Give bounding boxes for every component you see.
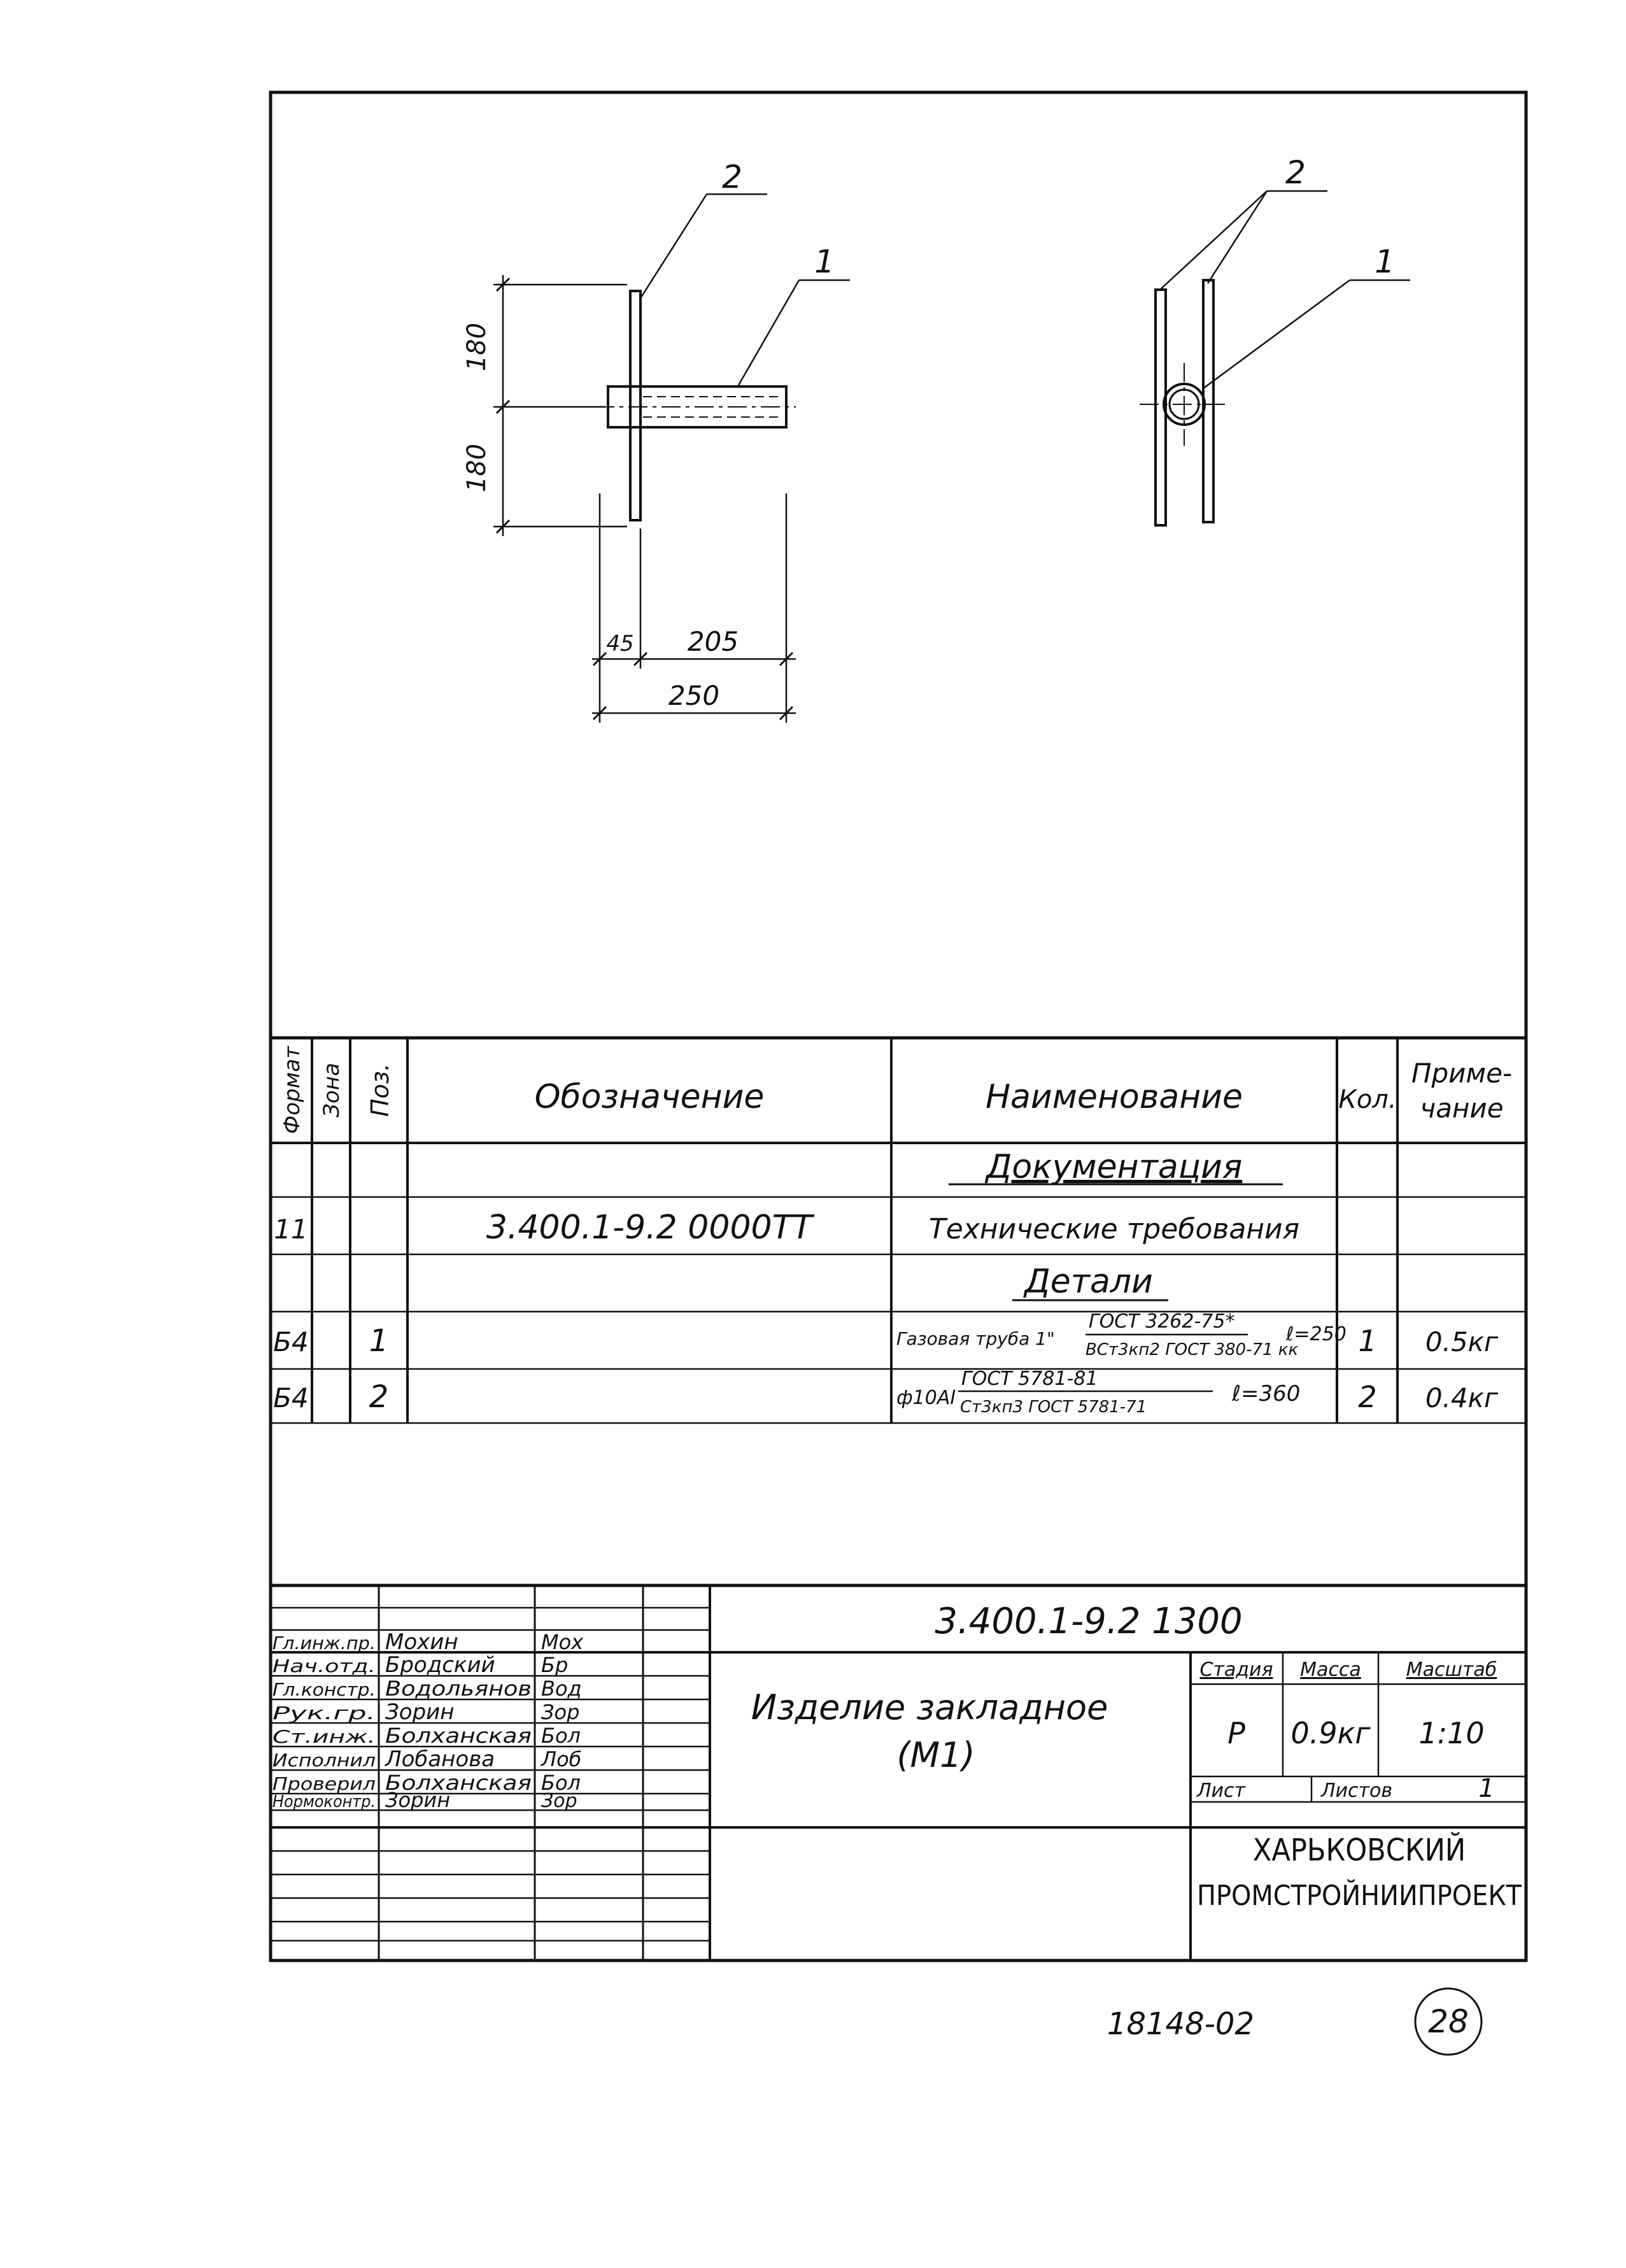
stage-label: Стадия	[1199, 1659, 1273, 1681]
signature-mark: Лоб	[541, 1747, 582, 1771]
dim-offset: 45	[606, 631, 634, 656]
page-number: 28	[1428, 2003, 1469, 2040]
row-name-fraction-bottom: Ст3кп3 ГОСТ 5781-71	[960, 1398, 1147, 1417]
signature-name: Болханская	[385, 1724, 532, 1748]
callout-pipe-right: 1	[1375, 243, 1395, 280]
signature-role: Нормоконтр.	[272, 1792, 376, 1811]
signature-role: Ст.инж.	[272, 1726, 376, 1747]
row-format: Б4	[273, 1326, 309, 1357]
dim-bottom-half: 180	[462, 443, 491, 493]
signatures-block	[272, 1629, 584, 1812]
section-documentation: Документация	[986, 1148, 1243, 1186]
header-format: Формат	[279, 1046, 305, 1134]
product-name-line2: (М1)	[896, 1735, 975, 1775]
row-name-prefix: Газовая труба 1"	[896, 1328, 1055, 1349]
row-name-fraction-top: ГОСТ 5781-81	[961, 1368, 1098, 1390]
row-note: 0.4кг	[1425, 1382, 1499, 1414]
row-pos: 2	[369, 1379, 389, 1415]
signature-mark: Зор	[541, 1700, 580, 1724]
signature-name: Мохин	[385, 1629, 458, 1655]
callout-pipe-left: 1	[814, 243, 835, 280]
header-zone: Зона	[319, 1063, 344, 1117]
document-code: 3.400.1-9.2 1300	[935, 1601, 1243, 1642]
signature-name: Лобанова	[385, 1747, 495, 1772]
signature-mark: Вод	[541, 1676, 582, 1701]
plate-side	[630, 291, 640, 520]
sheets-label: Листов	[1321, 1780, 1393, 1802]
spec-table-grid	[271, 1038, 1526, 1423]
dim-total-length: 250	[668, 680, 720, 711]
signature-role: Рук.гр.	[272, 1703, 376, 1724]
row-name-length: ℓ=250	[1286, 1323, 1347, 1345]
row-note: 0.5кг	[1425, 1326, 1499, 1357]
row-name-fraction-top: ГОСТ 3262-75*	[1089, 1310, 1235, 1333]
left-view-drawing	[493, 194, 850, 723]
stage-value: Р	[1227, 1716, 1245, 1750]
section-details: Детали	[1024, 1263, 1153, 1301]
scale-label: Масштаб	[1406, 1659, 1497, 1681]
signature-role: Проверил	[272, 1773, 376, 1794]
mass-label: Масса	[1300, 1659, 1361, 1681]
signature-name: Бродский	[385, 1652, 495, 1678]
row-name-fraction-bottom: ВСт3кп2 ГОСТ 380-71 кк	[1085, 1340, 1299, 1359]
row-pos: 1	[369, 1323, 389, 1359]
signature-mark: Мох	[541, 1630, 584, 1654]
header-qty: Кол.	[1338, 1085, 1397, 1114]
dim-pipe-length: 205	[687, 626, 739, 657]
row-name-length: ℓ=360	[1232, 1381, 1301, 1407]
dim-top-half: 180	[462, 322, 491, 372]
sheet-label: Лист	[1197, 1780, 1246, 1802]
signature-role: Гл.инж.пр.	[272, 1633, 376, 1654]
signature-mark: Зор	[541, 1790, 577, 1812]
row-qty: 1	[1358, 1324, 1377, 1358]
signature-name: Водольянов	[385, 1676, 532, 1701]
header-designation: Обозначение	[534, 1078, 765, 1116]
row-name-prefix: ф10AI	[896, 1387, 956, 1409]
signature-name: Болханская	[385, 1771, 532, 1795]
row-name: Технические требования	[928, 1213, 1300, 1245]
header-pos: Поз.	[366, 1063, 394, 1117]
signature-name: Зорин	[385, 1699, 455, 1725]
signature-mark: Бол	[541, 1724, 581, 1748]
row-qty: 2	[1358, 1380, 1377, 1414]
sheets-count: 1	[1478, 1774, 1495, 1803]
signature-mark: Бр	[541, 1653, 569, 1677]
callout-plates-right: 2	[1285, 154, 1306, 191]
row-format: Б4	[273, 1382, 309, 1414]
organization-line1: ХАРЬКОВСКИЙ	[1252, 1832, 1466, 1868]
callout-plate-left: 2	[722, 159, 742, 195]
right-view-drawing	[1140, 191, 1410, 525]
header-name: Наименование	[985, 1078, 1243, 1116]
signature-mark: Бол	[541, 1771, 581, 1795]
archive-number: 18148-02	[1106, 2006, 1254, 2042]
signature-name: Зорин	[385, 1788, 451, 1812]
signature-role: Исполнил	[272, 1750, 376, 1771]
row-format: 11	[274, 1214, 308, 1245]
mass-value: 0.9кг	[1290, 1716, 1371, 1750]
signature-role: Гл.констр.	[272, 1679, 376, 1700]
row-designation: 3.400.1-9.2 0000ТТ	[486, 1208, 813, 1247]
header-note-2: чание	[1420, 1093, 1504, 1124]
signature-role: Нач.отд.	[272, 1655, 376, 1676]
organization-line2: ПРОМСТРОЙНИИПРОЕКТ	[1197, 1880, 1520, 1912]
scale-value: 1:10	[1418, 1716, 1485, 1750]
header-note-1: Приме-	[1411, 1058, 1513, 1089]
product-name-line1: Изделие закладное	[751, 1687, 1108, 1727]
